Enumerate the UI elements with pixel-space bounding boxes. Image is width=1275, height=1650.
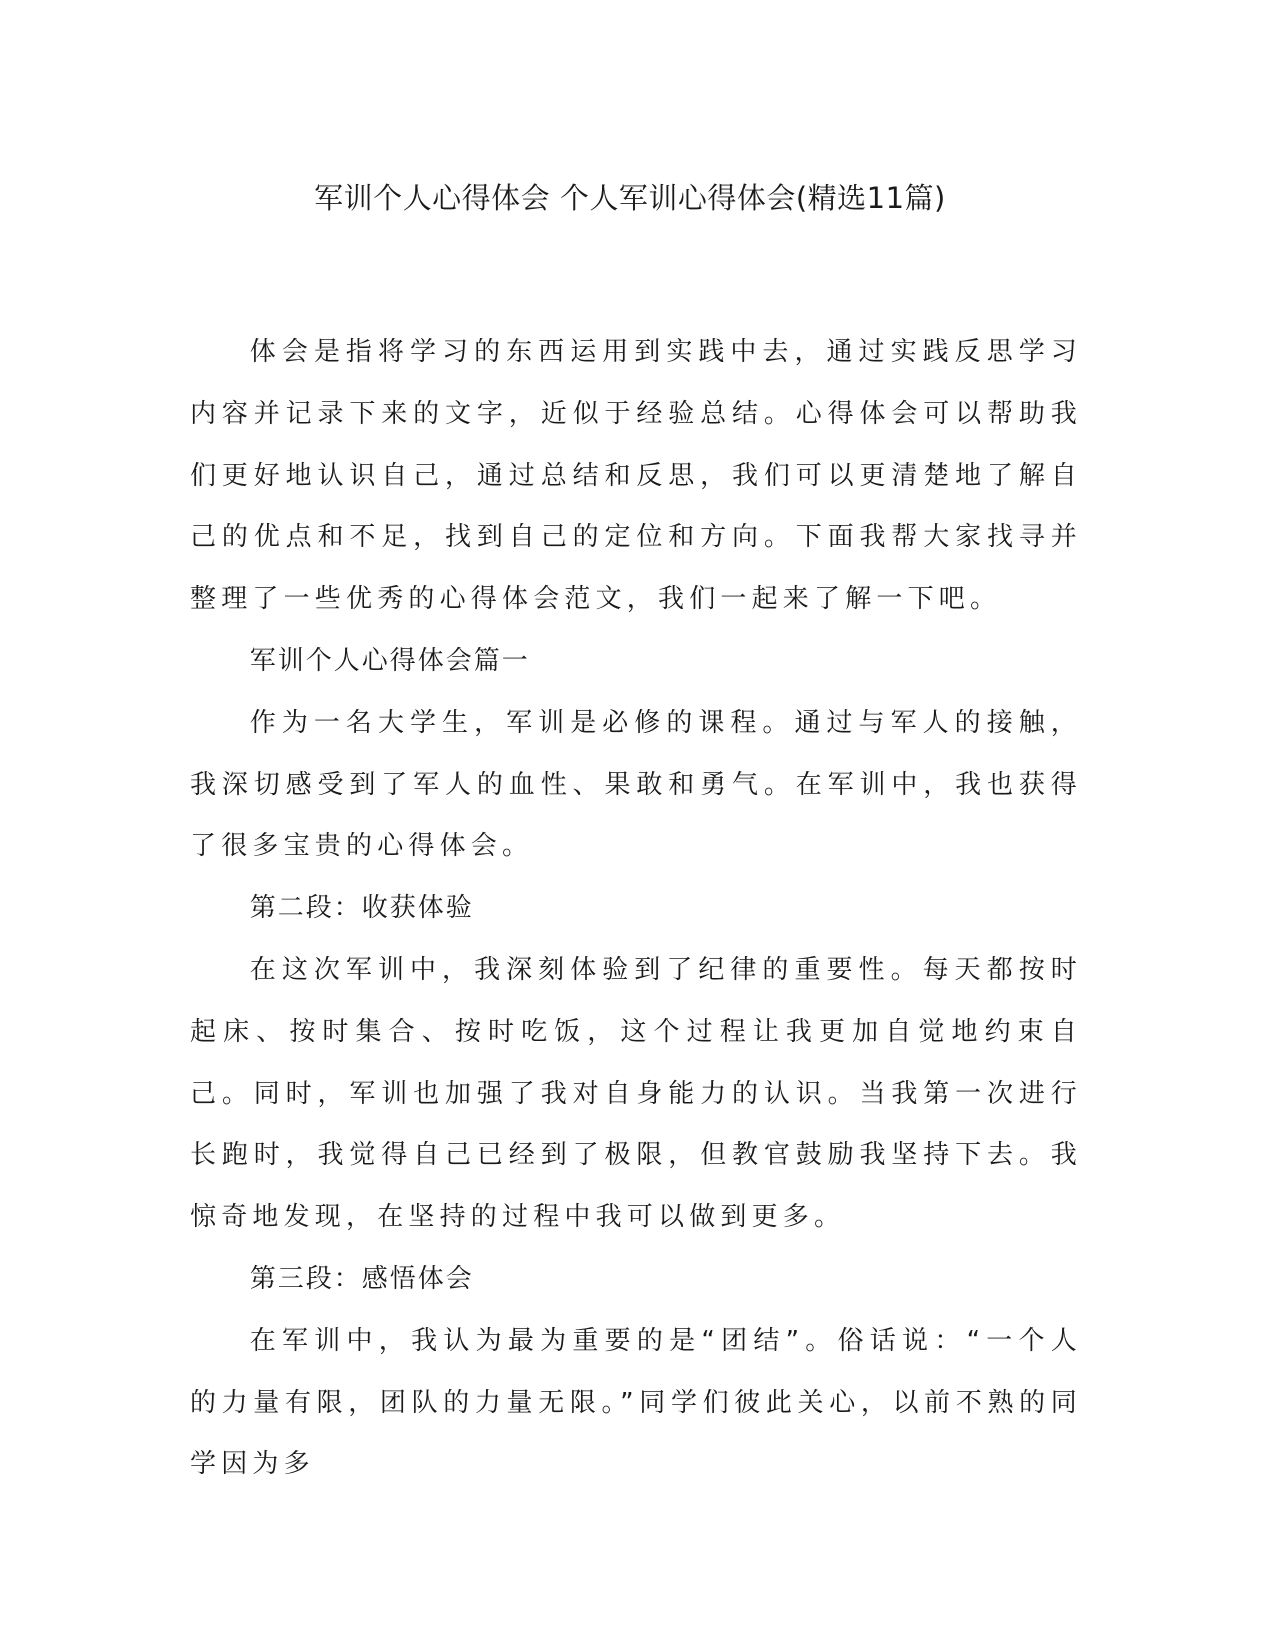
intro-paragraph: 体会是指将学习的东西运用到实践中去，通过实践反思学习内容并记录下来的文字，近似于经验总结。心得体会可以帮助我们更好地认识自己，通过总结和反思，我们可以更清楚地了解自己的优点和不足，找到自己的定位和方向。下面我帮大家找寻并整理了一些优秀的心得体会范文，我们一起来了解一下吧。 [190, 337, 1082, 615]
body-paragraph: 作为一名大学生，军训是必修的课程。通过与军人的接触，我深切感受到了军人的血性、果敢和勇气。在军训中，我也获得了很多宝贵的心得体会。 [190, 707, 1082, 862]
section-heading-third: 第三段：感悟体会 [249, 1263, 474, 1294]
document-title: 军训个人心得体会 个人军训心得体会(精选11篇) [314, 181, 946, 215]
document-body [190, 322, 1082, 1496]
body-paragraph: 在这次军训中，我深刻体验到了纪律的重要性。每天都按时起床、按时集合、按时吃饭，这个过程让我更加自觉地约束自己。同时，军训也加强了我对自身能力的认识。当我第一次进行长跑时，我觉得自己已经到了极限，但教官鼓励我坚持下去。我惊奇地发现，在坚持的过程中我可以做到更多。 [190, 954, 1082, 1233]
body-paragraph: 在军训中，我认为最为重要的是“团结”。俗话说：“一个人的力量有限，团队的力量无限。”同学们彼此关心，以前不熟的同学因为多 [190, 1325, 1082, 1480]
section-heading-second: 第二段：收获体验 [249, 893, 474, 924]
section-heading-part-one: 军训个人心得体会篇一 [249, 645, 530, 676]
